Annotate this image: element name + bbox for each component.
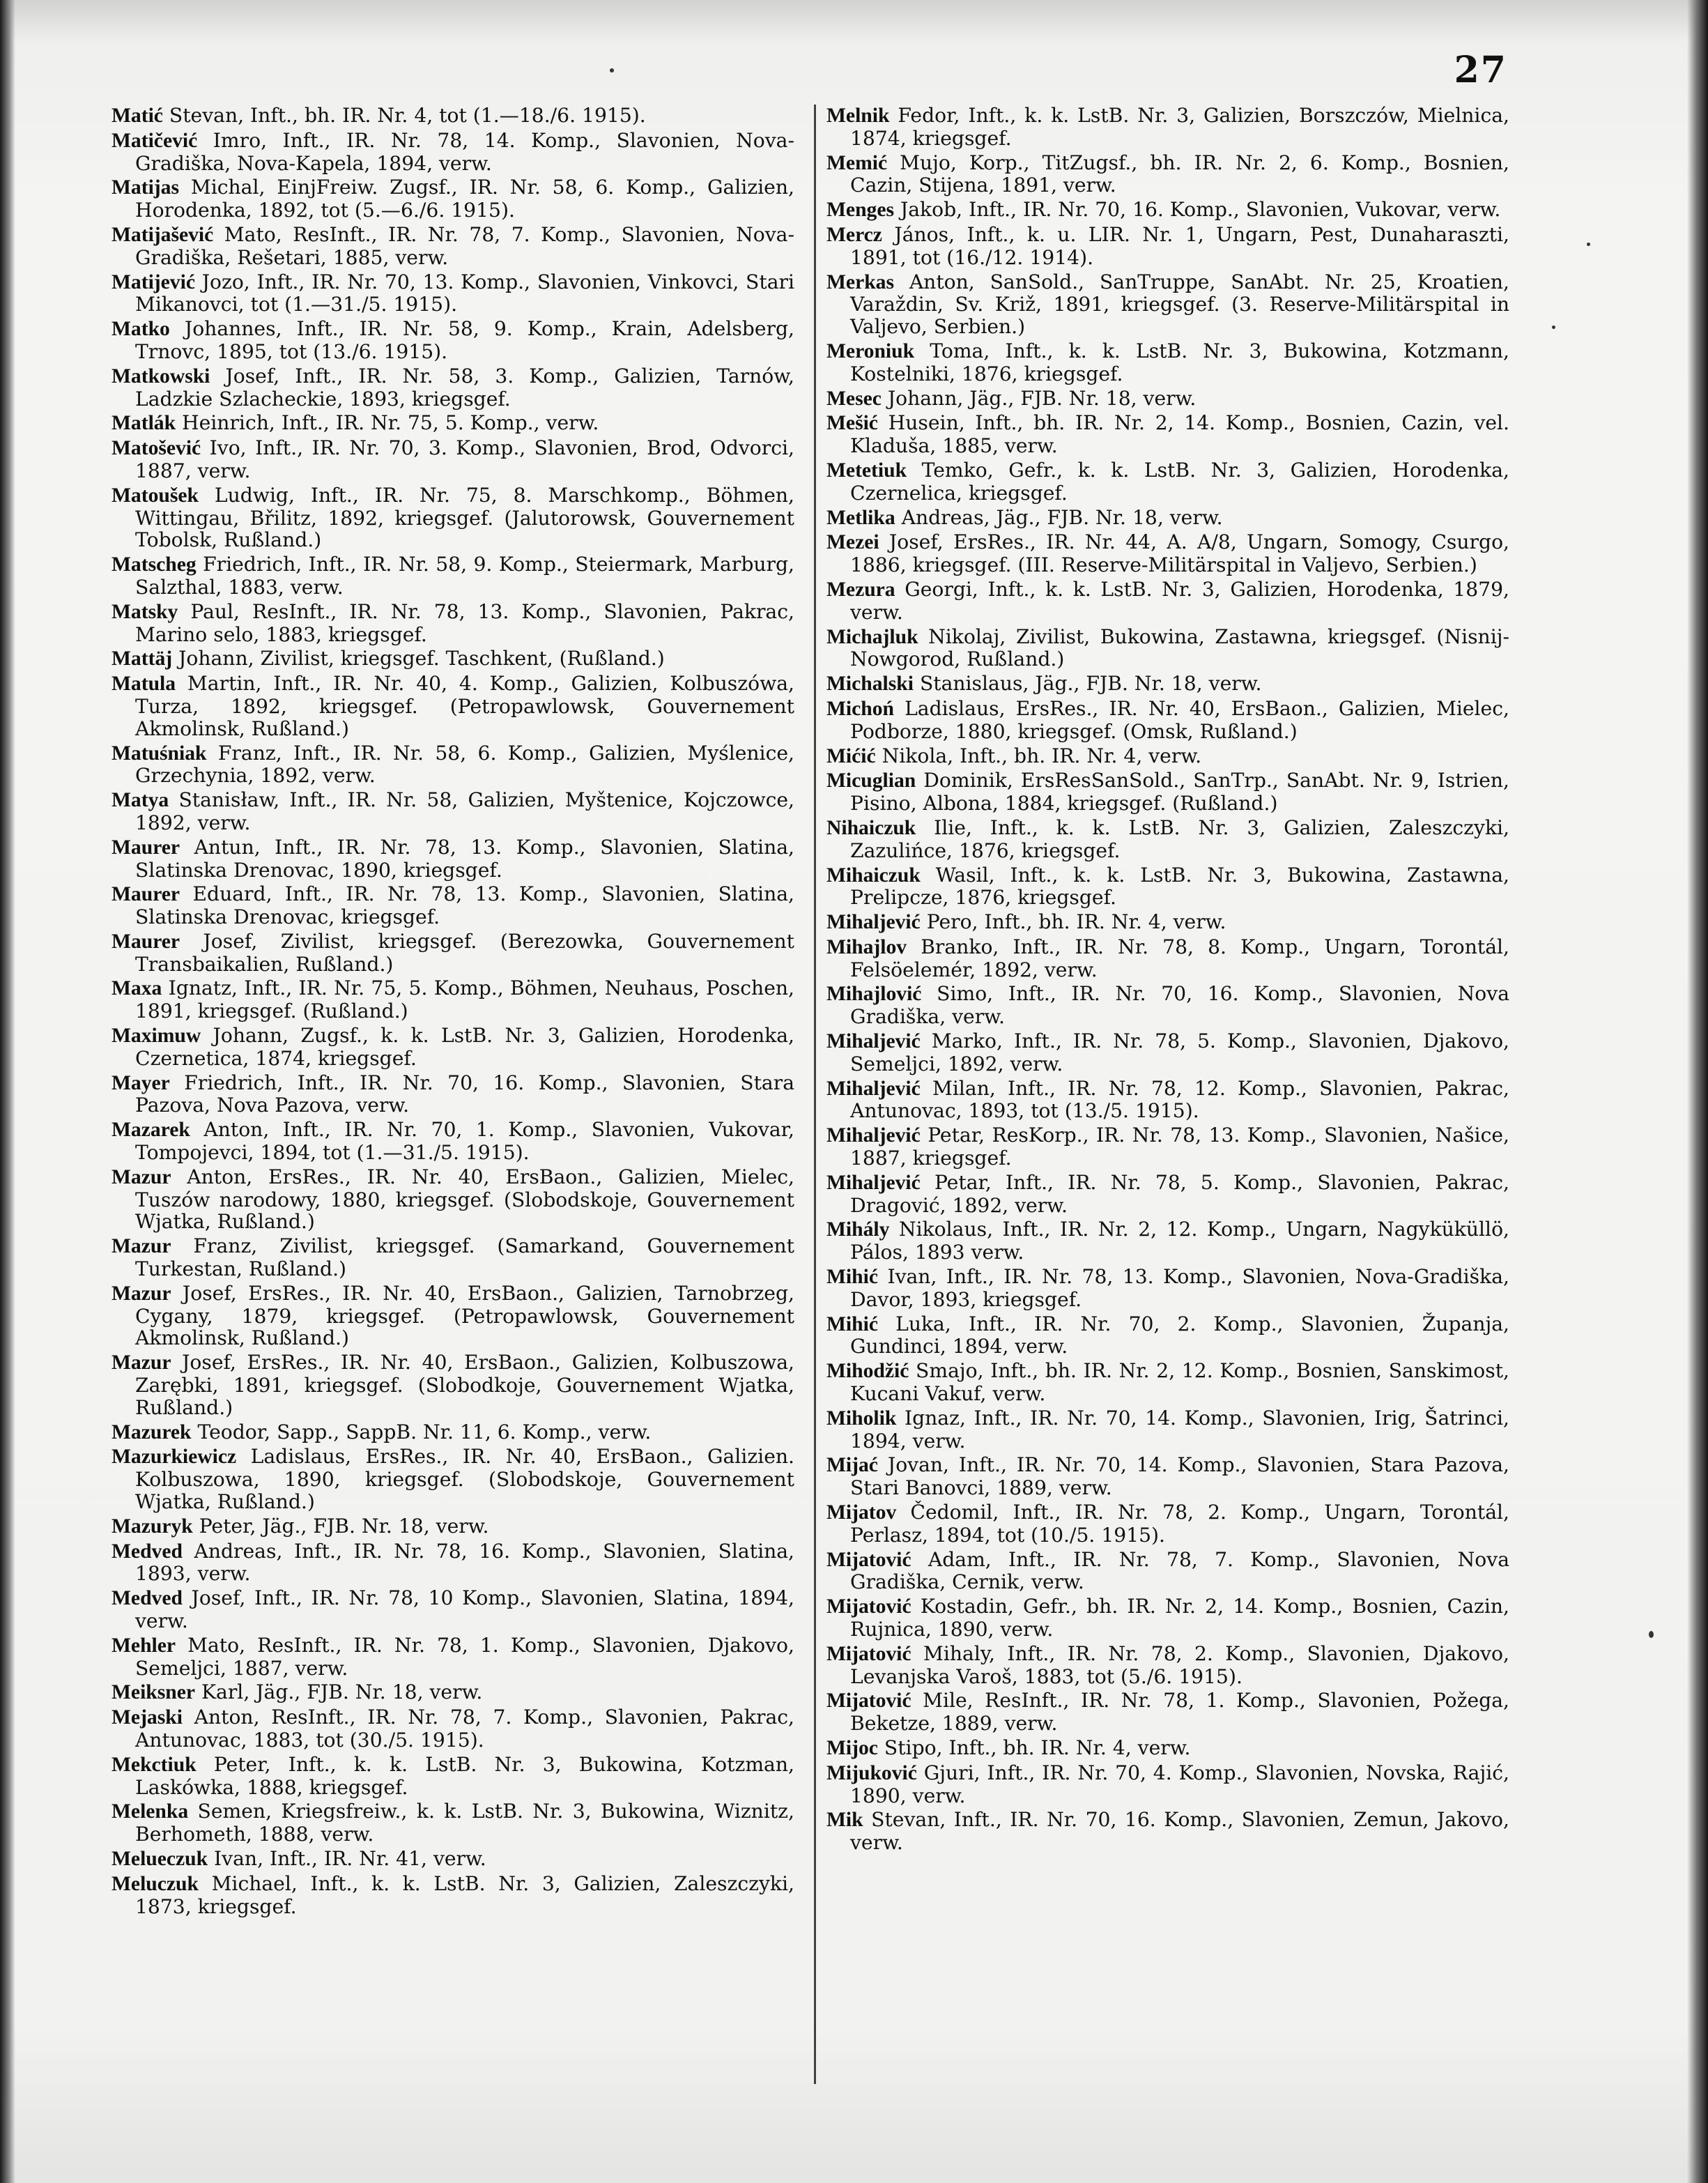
entry-details: Mato, ResInft., IR. Nr. 78, 1. Komp., Slavonien, Djakovo, Semeljci, 1887, verw. — [135, 1633, 794, 1680]
register-entry — [826, 412, 1509, 457]
register-entry — [826, 224, 1509, 269]
register-entry — [826, 579, 1509, 624]
entry-details: Anton, ErsRes., IR. Nr. 40, ErsBaon., Galizien, Mielec, Tuszów narodowy, 1880, kriegsgef. (Slobodskoje, Gouvernement Wjatka, Rußland.) — [135, 1165, 794, 1234]
entry-details: Stanislaus, Jäg., FJB. Nr. 18, verw. — [919, 672, 1262, 696]
register-entry — [111, 1681, 794, 1704]
entry-surname: Matić — [111, 105, 163, 127]
entry-surname: Miholik — [826, 1407, 897, 1430]
entry-details: Imro, Inft., IR. Nr. 78, 14. Komp., Slavonien, Nova-Gradiška, Nova-Kapela, 1894, verw. — [135, 128, 794, 175]
entry-surname: Matscheg — [111, 553, 197, 576]
register-entry — [826, 1124, 1509, 1170]
entry-surname: Mihodžić — [826, 1360, 909, 1383]
entry-surname: Mazur — [111, 1165, 171, 1188]
entry-details: Nikolaus, Inft., IR. Nr. 2, 12. Komp., Ungarn, Nagyküküllö, Pálos, 1893 verw. — [850, 1218, 1509, 1264]
entry-surname: Mazarek — [111, 1119, 190, 1142]
register-entry — [111, 1873, 794, 1918]
entry-surname: Mayer — [111, 1071, 170, 1094]
entry-surname: Matsky — [111, 600, 178, 623]
register-entry — [826, 388, 1509, 411]
entry-surname: Mazur — [111, 1235, 171, 1258]
entry-details: Jakob, Inft., IR. Nr. 70, 16. Komp., Slavonien, Vukovar, verw. — [900, 198, 1501, 222]
register-entry — [826, 1454, 1509, 1499]
register-entry — [826, 673, 1509, 696]
entry-surname: Medved — [111, 1587, 183, 1610]
entry-surname: Michoń — [826, 697, 895, 720]
register-entry — [111, 1351, 794, 1418]
entry-surname: Mihaljević — [826, 911, 921, 934]
register-entry — [826, 1218, 1509, 1264]
entry-details: Michal, EinjFreiw. Zugsf., IR. Nr. 58, 6. Komp., Galizien, Horodenka, 1892, tot (5.—6./6. 1915). — [135, 176, 794, 222]
entry-surname: Mik — [826, 1809, 863, 1832]
entry-surname: Maximuw — [111, 1025, 201, 1048]
entry-surname: Maxa — [111, 977, 162, 1000]
entry-surname: Melnik — [826, 105, 890, 127]
entry-details: Franz, Zivilist, kriegsgef. (Samarkand, Gouvernement Turkestan, Rußland.) — [135, 1234, 794, 1281]
page-number: 27 — [1454, 49, 1507, 91]
entry-surname: Mazurek — [111, 1420, 192, 1443]
register-entry — [111, 1282, 794, 1349]
page-edge-right — [1687, 0, 1708, 2183]
entry-surname: Matijević — [111, 270, 195, 293]
register-entry — [111, 648, 794, 671]
entry-details: Fedor, Inft., k. k. LstB. Nr. 3, Galizien, Borszczów, Mielnica, 1874, kriegsgef. — [850, 104, 1509, 150]
entry-details: Ladislaus, ErsRes., IR. Nr. 40, ErsBaon., Galizien. Kolbuszowa, 1890, kriegsgef. (Slobodskoje, Gouvernement Wjatka, Rußland.) — [135, 1445, 794, 1514]
entry-surname: Melueczuk — [111, 1847, 208, 1870]
entry-details: Eduard, Inft., IR. Nr. 78, 13. Komp., Slavonien, Slatina, Slatinska Drenovac, kriegsgef. — [135, 882, 794, 929]
entry-details: Andreas, Jäg., FJB. Nr. 18, verw. — [901, 505, 1223, 529]
entry-surname: Mijuković — [826, 1761, 917, 1784]
register-entry — [826, 531, 1509, 576]
entry-details: Nikola, Inft., bh. IR. Nr. 4, verw. — [882, 744, 1202, 767]
entry-details: Josef, ErsRes., IR. Nr. 40, ErsBaon., Galizien, Kolbuszowa, Zarębki, 1891, kriegsgef. (Slobodkoje, Gouvernement Wjatka, Rußland.) — [135, 1351, 795, 1419]
entry-details: Friedrich, Inft., IR. Nr. 70, 16. Komp., Slavonien, Stara Pazova, Nova Pazova, verw. — [135, 1071, 794, 1117]
entry-details: Heinrich, Inft., IR. Nr. 75, 5. Komp., verw. — [182, 411, 599, 435]
entry-surname: Mazurkiewicz — [111, 1446, 237, 1469]
entry-details: Ignaz, Inft., IR. Nr. 70, 14. Komp., Slavonien, Irig, Šatrinci, 1894, verw. — [850, 1406, 1509, 1453]
entry-surname: Mihajlović — [826, 983, 922, 1006]
entry-surname: Mazur — [111, 1282, 171, 1305]
entry-details: Petar, ResKorp., IR. Nr. 78, 13. Komp., Slavonien, Našice, 1887, kriegsgef. — [850, 1124, 1509, 1170]
entry-surname: Mihaljević — [826, 1124, 921, 1147]
entry-surname: Matya — [111, 789, 169, 812]
scan-speck — [1587, 243, 1590, 246]
entry-details: Teodor, Sapp., SappB. Nr. 11, 6. Komp., verw. — [197, 1420, 652, 1443]
register-entry — [826, 698, 1509, 743]
register-entry — [826, 1407, 1509, 1453]
register-entry — [826, 1360, 1509, 1405]
entry-surname: Melenka — [111, 1800, 189, 1823]
register-entry — [826, 1595, 1509, 1641]
entry-surname: Mijatović — [826, 1548, 911, 1571]
register-entry — [111, 437, 794, 482]
register-entry — [111, 1848, 794, 1871]
register-entry — [111, 601, 794, 646]
entry-details: Mihaly, Inft., IR. Nr. 78, 2. Komp., Slavonien, Djakovo, Levanjska Varoš, 1883, tot (5./6. 1915). — [850, 1641, 1509, 1688]
register-entry — [826, 1172, 1509, 1217]
entry-details: Ivan, Inft., IR. Nr. 41, verw. — [214, 1846, 486, 1870]
register-entry — [826, 1690, 1509, 1735]
entry-details: Ladislaus, ErsRes., IR. Nr. 40, ErsBaon., Galizien, Mielec, Podborze, 1880, kriegsgef. (Omsk, Rußland.) — [850, 696, 1509, 743]
entry-surname: Maurer — [111, 836, 180, 859]
entry-surname: Meroniuk — [826, 339, 915, 362]
register-entry — [826, 1737, 1509, 1760]
entry-details: Smajo, Inft., bh. IR. Nr. 2, 12. Komp., Bosnien, Sanskimost, Kucani Vakuf, verw. — [850, 1359, 1509, 1406]
register-entry — [826, 1809, 1509, 1854]
register-entry — [111, 1119, 794, 1164]
register-entry — [826, 626, 1509, 671]
entry-surname: Mazur — [111, 1351, 171, 1374]
entry-details: Antun, Inft., IR. Nr. 78, 13. Komp., Slavonien, Slatina, Slatinska Drenovac, 1890, kriegsgef. — [135, 835, 794, 882]
entry-details: Marko, Inft., IR. Nr. 78, 5. Komp., Slavonien, Djakovo, Semeljci, 1892, verw. — [850, 1029, 1510, 1075]
register-entry — [111, 176, 794, 222]
register-entry — [826, 152, 1509, 197]
register-entry — [111, 789, 794, 834]
register-entry — [826, 199, 1509, 222]
register-entry — [826, 459, 1509, 505]
entry-details: Čedomil, Inft., IR. Nr. 78, 2. Komp., Ungarn, Torontál, Perlasz, 1894, tot (10./5. 1915). — [850, 1501, 1509, 1547]
entry-surname: Meluczuk — [111, 1872, 199, 1895]
entry-details: Josef, Inft., IR. Nr. 78, 10 Komp., Slavonien, Slatina, 1894, verw. — [135, 1586, 794, 1632]
entry-details: Stevan, Inft., IR. Nr. 70, 16. Komp., Slavonien, Zemun, Jakovo, verw. — [850, 1808, 1509, 1855]
scan-speck — [610, 68, 614, 72]
entry-details: Kostadin, Gefr., bh. IR. Nr. 2, 14. Komp., Bosnien, Cazin, Rujnica, 1890, verw. — [850, 1595, 1509, 1641]
entry-surname: Matko — [111, 318, 170, 341]
entry-surname: Mezei — [826, 531, 879, 554]
entry-surname: Mešić — [826, 412, 878, 435]
column-divider — [814, 105, 816, 2084]
register-entry — [826, 1501, 1509, 1547]
entry-details: Ivan, Inft., IR. Nr. 78, 13. Komp., Slavonien, Nova-Gradiška, Davor, 1893, kriegsgef. — [850, 1265, 1509, 1311]
entry-details: Michael, Inft., k. k. LstB. Nr. 3, Galizien, Zaleszczyki, 1873, kriegsgef. — [135, 1871, 794, 1918]
entry-details: Luka, Inft., IR. Nr. 70, 2. Komp., Slavonien, Županja, Gundinci, 1894, verw. — [850, 1312, 1509, 1358]
entry-details: Mato, ResInft., IR. Nr. 78, 7. Komp., Slavonien, Nova-Gradiška, Rešetari, 1885, verw. — [135, 222, 794, 269]
entry-details: Georgi, Inft., k. k. LstB. Nr. 3, Galizien, Horodenka, 1879, verw. — [850, 577, 1509, 624]
entry-details: Johann, Jäg., FJB. Nr. 18, verw. — [887, 386, 1197, 410]
entry-surname: Michajluk — [826, 625, 918, 648]
entry-details: Husein, Inft., bh. IR. Nr. 2, 14. Komp., Bosnien, Cazin, vel. Kladuša, 1885, verw. — [850, 411, 1509, 458]
entry-details: Gjuri, Inft., IR. Nr. 70, 4. Komp., Slavonien, Novska, Rajić, 1890, verw. — [850, 1761, 1509, 1807]
entry-details: Wasil, Inft., k. k. LstB. Nr. 3, Bukowina, Zastawna, Prelipcze, 1876, kriegsgef. — [850, 863, 1509, 910]
entry-surname: Mijatov — [826, 1501, 897, 1524]
entry-details: Friedrich, Inft., IR. Nr. 58, 9. Komp., Steiermark, Marburg, Salzthal, 1883, verw. — [135, 553, 794, 599]
register-entry — [826, 817, 1509, 862]
register-entry — [111, 105, 794, 128]
register-entry — [111, 484, 794, 551]
entry-surname: Mihaljević — [826, 1171, 921, 1194]
register-entry — [111, 1587, 794, 1632]
entry-surname: Mićić — [826, 744, 876, 767]
entry-surname: Mihić — [826, 1266, 878, 1289]
register-entry — [826, 1643, 1509, 1688]
entry-surname: Maurer — [111, 930, 180, 953]
entry-surname: Merkas — [826, 270, 894, 293]
register-entry — [111, 318, 794, 363]
register-entry — [826, 1030, 1509, 1075]
entry-surname: Matijašević — [111, 223, 214, 246]
register-entry — [111, 224, 794, 269]
register-entry — [111, 1235, 794, 1280]
entry-surname: Mihaljević — [826, 1030, 921, 1053]
register-entry — [111, 130, 794, 175]
register-entry — [111, 673, 794, 740]
entry-details: Ilie, Inft., k. k. LstB. Nr. 3, Galizien, Zaleszczyki, Zazulińce, 1876, kriegsgef. — [850, 815, 1509, 862]
entry-surname: Metetiuk — [826, 459, 907, 482]
entry-details: Josef, Zivilist, kriegsgef. (Berezowka, Gouvernement Transbaikalien, Rußland.) — [135, 929, 794, 976]
entry-surname: Matošević — [111, 437, 201, 460]
register-entry — [826, 1549, 1509, 1594]
entry-surname: Mazuryk — [111, 1515, 193, 1538]
register-entry — [826, 1313, 1509, 1358]
entry-details: Anton, SanSold., SanTruppe, SanAbt. Nr. 25, Kroatien, Varaždin, Sv. Križ, 1891, kriegsgef. (3. Reserve-Militärspital in Valjevo, Serbien.) — [850, 270, 1509, 339]
register-entry — [111, 1446, 794, 1512]
entry-details: Ignatz, Inft., IR. Nr. 75, 5. Komp., Böhmen, Neuhaus, Poschen, 1891, kriegsgef. (Rußland.) — [135, 976, 795, 1023]
entry-details: Jozo, Inft., IR. Nr. 70, 13. Komp., Slavonien, Vinkovci, Stari Mikanovci, tot (1.—31./5. 1915). — [135, 270, 794, 316]
entry-surname: Micuglian — [826, 769, 916, 792]
entry-details: János, Inft., k. u. LIR. Nr. 1, Ungarn, Pest, Dunaharaszti, 1891, tot (16./12. 1914). — [850, 222, 1509, 269]
entry-surname: Mijatović — [826, 1595, 911, 1618]
entry-details: Karl, Jäg., FJB. Nr. 18, verw. — [201, 1680, 483, 1704]
register-entry — [111, 1515, 794, 1538]
entry-surname: Matoušek — [111, 484, 199, 507]
entry-surname: Mihajlov — [826, 935, 907, 958]
entry-surname: Mehler — [111, 1634, 176, 1657]
entry-surname: Matula — [111, 673, 176, 696]
register-entry — [111, 883, 794, 928]
entry-surname: Mercz — [826, 223, 882, 246]
entry-surname: Mijoc — [826, 1736, 878, 1759]
entry-details: Ludwig, Inft., IR. Nr. 75, 8. Marschkomp., Böhmen, Wittingau, Břilitz, 1892, kriegsgef. (Jalutorowsk, Gouvernement Tobolsk, Rußland.) — [135, 483, 794, 552]
entry-details: Mujo, Korp., TitZugsf., bh. IR. Nr. 2, 6. Komp., Bosnien, Cazin, Stijena, 1891, verw. — [850, 151, 1509, 197]
register-entry — [111, 1634, 794, 1680]
entry-details: Josef, ErsRes., IR. Nr. 40, ErsBaon., Galizien, Tarnobrzeg, Cygany, 1879, kriegsgef. (Petropawlowsk, Gouvernement Akmolinsk, Rußland.) — [135, 1281, 794, 1350]
entry-surname: Meiksner — [111, 1681, 195, 1704]
entry-details: Temko, Gefr., k. k. LstB. Nr. 3, Galizien, Horodenka, Czernelica, kriegsgef. — [850, 458, 1509, 505]
right-column — [826, 105, 1509, 1856]
entry-details: Petar, Inft., IR. Nr. 78, 5. Komp., Slavonien, Pakrac, Dragović, 1892, verw. — [850, 1170, 1509, 1217]
entry-surname: Mihaiczuk — [826, 864, 921, 887]
register-entry — [111, 1025, 794, 1070]
entry-details: Anton, ResInft., IR. Nr. 78, 7. Komp., Slavonien, Pakrac, Antunovac, 1883, tot (30./5. 1915). — [135, 1706, 795, 1752]
entry-surname: Mijatović — [826, 1642, 911, 1665]
entry-surname: Matlák — [111, 412, 176, 435]
register-entry — [111, 412, 794, 435]
register-entry — [111, 1072, 794, 1117]
entry-details: Ivo, Inft., IR. Nr. 70, 3. Komp., Slavonien, Brod, Odvorci, 1887, verw. — [135, 436, 794, 482]
entry-details: Toma, Inft., k. k. LstB. Nr. 3, Bukowina, Kotzmann, Kostelniki, 1876, kriegsgef. — [850, 339, 1509, 385]
entry-surname: Nihaiczuk — [826, 816, 916, 839]
entry-details: Branko, Inft., IR. Nr. 78, 8. Komp., Ungarn, Torontál, Felsöelemér, 1892, verw. — [850, 935, 1509, 981]
entry-surname: Mihály — [826, 1218, 890, 1241]
scan-speck — [1552, 325, 1555, 329]
scan-speck — [1649, 1631, 1654, 1638]
entry-surname: Michalski — [826, 673, 914, 696]
register-entry — [111, 977, 794, 1022]
entry-details: Stevan, Inft., bh. IR. Nr. 4, tot (1.—18./6. 1915). — [169, 104, 646, 127]
register-entry — [111, 1540, 794, 1586]
register-entry — [111, 1800, 794, 1846]
entry-details: Dominik, ErsResSanSold., SanTrp., SanAbt. Nr. 9, Istrien, Pisino, Albona, 1884, kriegsgef. (Rußland.) — [850, 769, 1509, 815]
page-edge-left — [0, 0, 15, 2183]
entry-surname: Mijać — [826, 1454, 878, 1477]
entry-surname: Menges — [826, 199, 894, 222]
entry-details: Adam, Inft., IR. Nr. 78, 7. Komp., Slavonien, Nova Gradiška, Cernik, verw. — [850, 1547, 1509, 1594]
register-entry — [826, 745, 1509, 768]
entry-surname: Maurer — [111, 883, 180, 906]
register-entry — [826, 105, 1509, 150]
entry-surname: Matičević — [111, 129, 198, 152]
entry-details: Milan, Inft., IR. Nr. 78, 12. Komp., Slavonien, Pakrac, Antunovac, 1893, tot (13./5. 1915). — [850, 1076, 1509, 1123]
entry-surname: Mesec — [826, 387, 882, 410]
entry-details: Simo, Inft., IR. Nr. 70, 16. Komp., Slavonien, Nova Gradiška, verw. — [850, 982, 1509, 1029]
entry-details: Peter, Inft., k. k. LstB. Nr. 3, Bukowina, Kotzman, Laskówka, 1888, kriegsgef. — [135, 1752, 794, 1799]
entry-surname: Mejaski — [111, 1706, 183, 1729]
entry-surname: Metlika — [826, 506, 895, 529]
left-column — [111, 105, 794, 1920]
register-entry — [826, 1078, 1509, 1123]
entry-surname: Mihić — [826, 1312, 878, 1335]
register-entry — [826, 911, 1509, 934]
register-entry — [111, 553, 794, 599]
entry-details: Mile, ResInft., IR. Nr. 78, 1. Komp., Slavonien, Požega, Beketze, 1889, verw. — [850, 1689, 1509, 1736]
entry-surname: Mattäj — [111, 648, 173, 671]
entry-details: Stanisław, Inft., IR. Nr. 58, Galizien, Myštenice, Kojczowce, 1892, verw. — [135, 788, 795, 834]
entry-details: Johannes, Inft., IR. Nr. 58, 9. Komp., Krain, Adelsberg, Trnovc, 1895, tot (13./6. 1915). — [135, 317, 795, 363]
register-entry — [826, 936, 1509, 981]
entry-surname: Mekctiuk — [111, 1753, 197, 1776]
entry-details: Johann, Zugsf., k. k. LstB. Nr. 3, Galizien, Horodenka, Czernetica, 1874, kriegsgef. — [135, 1024, 794, 1070]
entry-details: Johann, Zivilist, kriegsgef. Taschkent, (Rußland.) — [178, 647, 665, 671]
register-entry — [826, 983, 1509, 1028]
entry-details: Franz, Inft., IR. Nr. 58, 6. Komp., Galizien, Myślenice, Grzechynia, 1892, verw. — [135, 741, 794, 788]
entry-details: Andreas, Inft., IR. Nr. 78, 16. Komp., Slavonien, Slatina, 1893, verw. — [135, 1539, 794, 1586]
register-entry — [111, 1421, 794, 1444]
register-entry — [111, 836, 794, 882]
entry-surname: Mijatović — [826, 1690, 911, 1713]
entry-details: Peter, Jäg., FJB. Nr. 18, verw. — [199, 1514, 489, 1538]
entry-surname: Matkowski — [111, 365, 210, 388]
entry-surname: Matuśniak — [111, 742, 207, 765]
register-entry — [826, 1266, 1509, 1311]
register-entry — [111, 1166, 794, 1233]
entry-details: Jovan, Inft., IR. Nr. 70, 14. Komp., Slavonien, Stara Pazova, Stari Banovci, 1889, verw. — [850, 1453, 1509, 1500]
register-entry — [111, 742, 794, 788]
register-entry — [826, 507, 1509, 530]
register-entry — [826, 769, 1509, 815]
register-entry — [826, 340, 1509, 385]
entry-details: Semen, Kriegsfreiw., k. k. LstB. Nr. 3, Bukowina, Wiznitz, Berhometh, 1888, verw. — [135, 1800, 794, 1846]
entry-details: Stipo, Inft., bh. IR. Nr. 4, verw. — [884, 1736, 1191, 1759]
register-entry — [111, 1706, 794, 1752]
register-entry — [111, 365, 794, 411]
entry-surname: Medved — [111, 1540, 183, 1563]
entry-details: Martin, Inft., IR. Nr. 40, 4. Komp., Galizien, Kolbuszówa, Turza, 1892, kriegsgef. (Petropawlowsk, Gouvernement Akmolinsk, Rußland.) — [135, 672, 794, 740]
register-entry — [826, 1762, 1509, 1807]
entry-details: Pero, Inft., bh. IR. Nr. 4, verw. — [926, 910, 1226, 934]
register-entry — [111, 271, 794, 316]
entry-surname: Matijas — [111, 176, 179, 199]
entry-surname: Mezura — [826, 578, 895, 601]
entry-details: Anton, Inft., IR. Nr. 70, 1. Komp., Slavonien, Vukovar, Tompojevci, 1894, tot (1.—31./5. 1915). — [135, 1118, 794, 1165]
entry-surname: Memić — [826, 151, 888, 174]
entry-surname: Mihaljević — [826, 1077, 921, 1100]
register-entry — [826, 271, 1509, 338]
register-entry — [111, 930, 794, 976]
register-entry — [111, 1754, 794, 1799]
register-entry — [826, 864, 1509, 910]
entry-details: Josef, Inft., IR. Nr. 58, 3. Komp., Galizien, Tarnów, Ladzkie Szlacheckie, 1893, kriegsgef. — [135, 364, 794, 411]
entry-details: Josef, ErsRes., IR. Nr. 44, A. A/8, Ungarn, Somogy, Csurgo, 1886, kriegsgef. (III. Reserve-Militärspital in Valjevo, Serbien.) — [850, 530, 1509, 577]
entry-details: Nikolaj, Zivilist, Bukowina, Zastawna, kriegsgef. (Nisnij-Nowgorod, Rußland.) — [850, 625, 1509, 671]
entry-details: Paul, ResInft., IR. Nr. 78, 13. Komp., Slavonien, Pakrac, Marino selo, 1883, kriegsgef. — [135, 599, 794, 646]
